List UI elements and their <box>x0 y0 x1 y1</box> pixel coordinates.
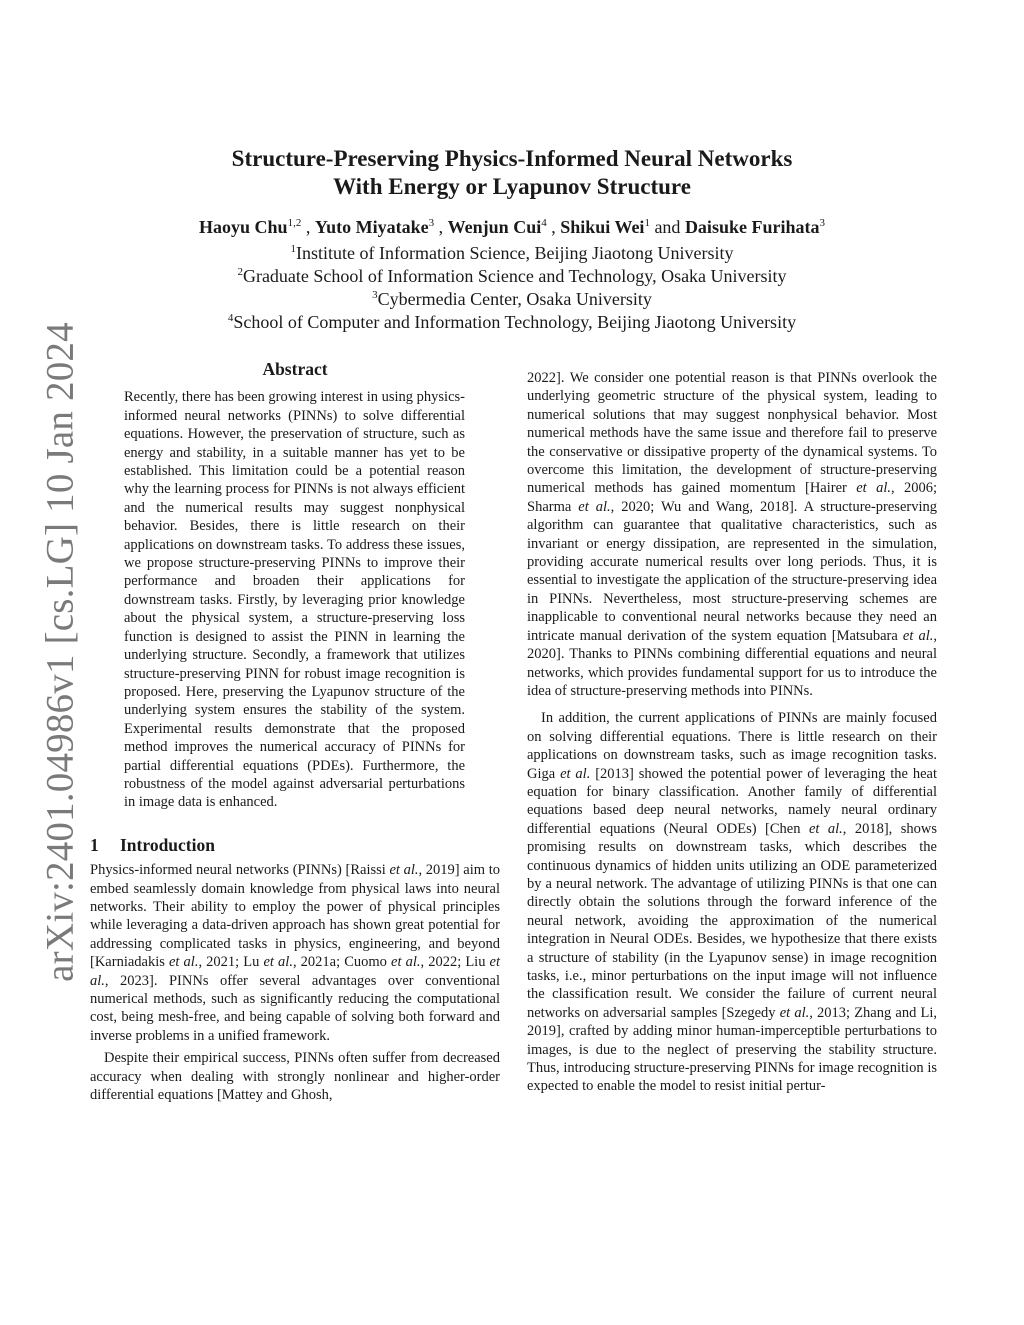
author: Shikui Wei$^1$ and <box>560 217 685 237</box>
section-title: Introduction <box>120 834 215 855</box>
text-run: , 2021a; Cuomo <box>292 954 392 971</box>
italic-text: et al. <box>391 954 421 971</box>
author: Daisuke Furihata$^3$ <box>684 217 825 237</box>
intro-paragraph-1 <box>90 861 500 1045</box>
text-run: 2022]. We consider one potential reason is that PINNs overlook the underlying geometric structure of the physical system, leading to numerical solutions that may suggest nonphysical behavior. Most numerical methods have the same issue and therefore fail to preserve the conservative or dissipative property of the dynamical systems. To overcome this limitation, the development of structure-preserving numerical methods has gained momentum [Hairer <box>527 370 937 497</box>
author: Yuto Miyatake$^3$ , <box>314 217 448 237</box>
text-run: Despite their empirical success, PINNs often suffer from decreased accuracy when dealing with strongly nonlinear and higher-order differential equations [Mattey and Ghosh, <box>90 1050 500 1104</box>
italic-text: et al. <box>779 1004 810 1021</box>
section-heading-introduction <box>90 836 500 854</box>
text-run: , 2020; Wu and Wang, 2018]. A structure-preserving algorithm can guarantee that qualitative characteristics, such as invariant or energy dissipation, are represented in the simulation, providing accurate numerical results over long periods. Thus, it is essential to investigate the application of the structure-preserving idea in PINNs. Nevertheless, most structure-preserving schemes are inapplicable to conventional neural networks because they need an intricate manual derivation of the system equation [Matsubara <box>527 498 937 644</box>
text-run: Physics-informed neural networks (PINNs) [Raissi <box>90 862 390 879</box>
text-run: , 2023]. PINNs offer several advantages over conventional numerical methods, such as significantly reducing the computational cost, being mesh-free, and being capable of solving both forward and inverse problems in a unified framework. <box>90 972 500 1044</box>
text-run: In addition, the current applications of PINNs are mainly focused on solving differential equations. There is little research on their applications on downstream tasks, such as image recognition tasks. Giga <box>527 710 937 782</box>
italic-text: et al. <box>90 954 501 989</box>
text-run: , 2013; Zhang and Li, 2019], crafted by adding minor human-imperceptible perturbations to images, is due to the neglect of preserving the stability structure. Thus, introducing structure-preserving PINNs for image recognition is expected to enable the model to resist initial pertur- <box>527 1004 937 1095</box>
abstract-heading: Abstract <box>262 359 328 379</box>
italic-text: et al. <box>168 954 199 971</box>
italic-text: et al. <box>856 480 891 497</box>
paper-title <box>0 145 1024 201</box>
arxiv-id-text: arXiv:2401.04986v1 [cs.LG] 10 Jan 2024 <box>38 322 82 982</box>
text-run: , 2018], shows promising results on downstream tasks, which describes the continuous dynamics of hidden units utilizing an ODE parameterized by a neural network. The advantage of utilizing PINNs is that one can directly obtain the solutions through the forward inference of the neural network, avoiding the approximation of the numerical integration in Neural ODEs. Besides, we hypothesize that there exists a structure of stability (in the Lyapunov sense) in image recognition tasks, i.e., minor perturbations on the input image will not influence the classification result. We consider the failure of current neural networks on adversarial samples [Szegedy <box>527 820 938 1021</box>
right-paragraph-1 <box>527 369 937 700</box>
intro-paragraph-2 <box>90 1049 500 1104</box>
section-number: 1 <box>90 834 99 855</box>
italic-text: et al. <box>578 498 611 515</box>
author: Haoyu Chu$^{1,2}$ , <box>199 217 315 237</box>
affiliation: $^3$Cybermedia Center, Osaka University <box>372 289 652 309</box>
italic-text: et al. <box>808 820 843 837</box>
text-run: , 2006; Sharma <box>527 480 938 515</box>
author: Wenjun Cui$^4$ , <box>447 217 561 237</box>
author-list <box>0 215 1024 239</box>
italic-text: et al. <box>560 765 591 782</box>
italic-text: et al. <box>389 862 419 879</box>
affiliation: $^2$Graduate School of Information Science and Technology, Osaka University <box>237 266 787 286</box>
abstract-text: Recently, there has been growing interest in using physics-informed neural networks (PINNs) to solve differential equations. However, the preservation of structure, such as energy and stability, in a suitable manner has yet to be established. This limitation could be a potential reason why the learning process for PINNs is not always efficient and the numerical results may suggest nonphysical behavior. Besides, there is little research on their applications on downstream tasks. To address these issues, we propose structure-preserving PINNs to improve their performance and broaden their applications for downstream tasks. Firstly, by leveraging prior knowledge about the physical system, a structure-preserving loss function is designed to assist the PINN in learning the underlying structure. Secondly, a framework that utilizes structure-preserving PINN for robust image recognition is proposed. Here, preserving the Lyapunov structure of the underlying system ensures the stability of the system. Experimental results demonstrate that the proposed method improves the numerical accuracy of PINNs for partial differential equations (PDEs). Furthermore, the robustness of the model against adversarial perturbations in image data is enhanced. <box>124 389 465 811</box>
text-run: , 2022; Liu <box>420 954 490 971</box>
text-run: [2013] showed the potential power of leveraging the heat equation for binary classification. Another family of differential equations based deep neural networks, namely neural ordinary differential equations (Neural ODEs) [Chen <box>527 765 938 837</box>
affiliation: $^4$School of Computer and Information Technology, Beijing Jiaotong University <box>227 312 797 332</box>
affiliation-list <box>0 242 1024 334</box>
italic-text: et al. <box>263 954 293 971</box>
right-paragraph-2 <box>527 709 937 1096</box>
left-column <box>90 360 500 1104</box>
text-run: , 2019] aim to embed seamlessly domain knowledge from physical laws into neural networks. Their ability to employ the power of physical principles while leveraging a data-driven approach has shown great potential for addressing complicated tasks in physics, engineering, and beyond [Karniadakis <box>90 862 500 971</box>
italic-text: et al. <box>902 627 934 644</box>
title-line-2: With Energy or Lyapunov Structure <box>333 174 691 199</box>
affiliation: $^1$Institute of Information Science, Beijing Jiaotong University <box>290 243 734 263</box>
text-run: , 2020]. Thanks to PINNs combining differential equations and neural networks, which provides fundamental support for us to introduce the idea of structure-preserving methods into PINNs. <box>527 627 937 699</box>
right-column <box>527 369 937 1096</box>
title-line-1: Structure-Preserving Physics-Informed Neural Networks <box>231 146 793 171</box>
text-run: , 2021; Lu <box>198 954 264 971</box>
